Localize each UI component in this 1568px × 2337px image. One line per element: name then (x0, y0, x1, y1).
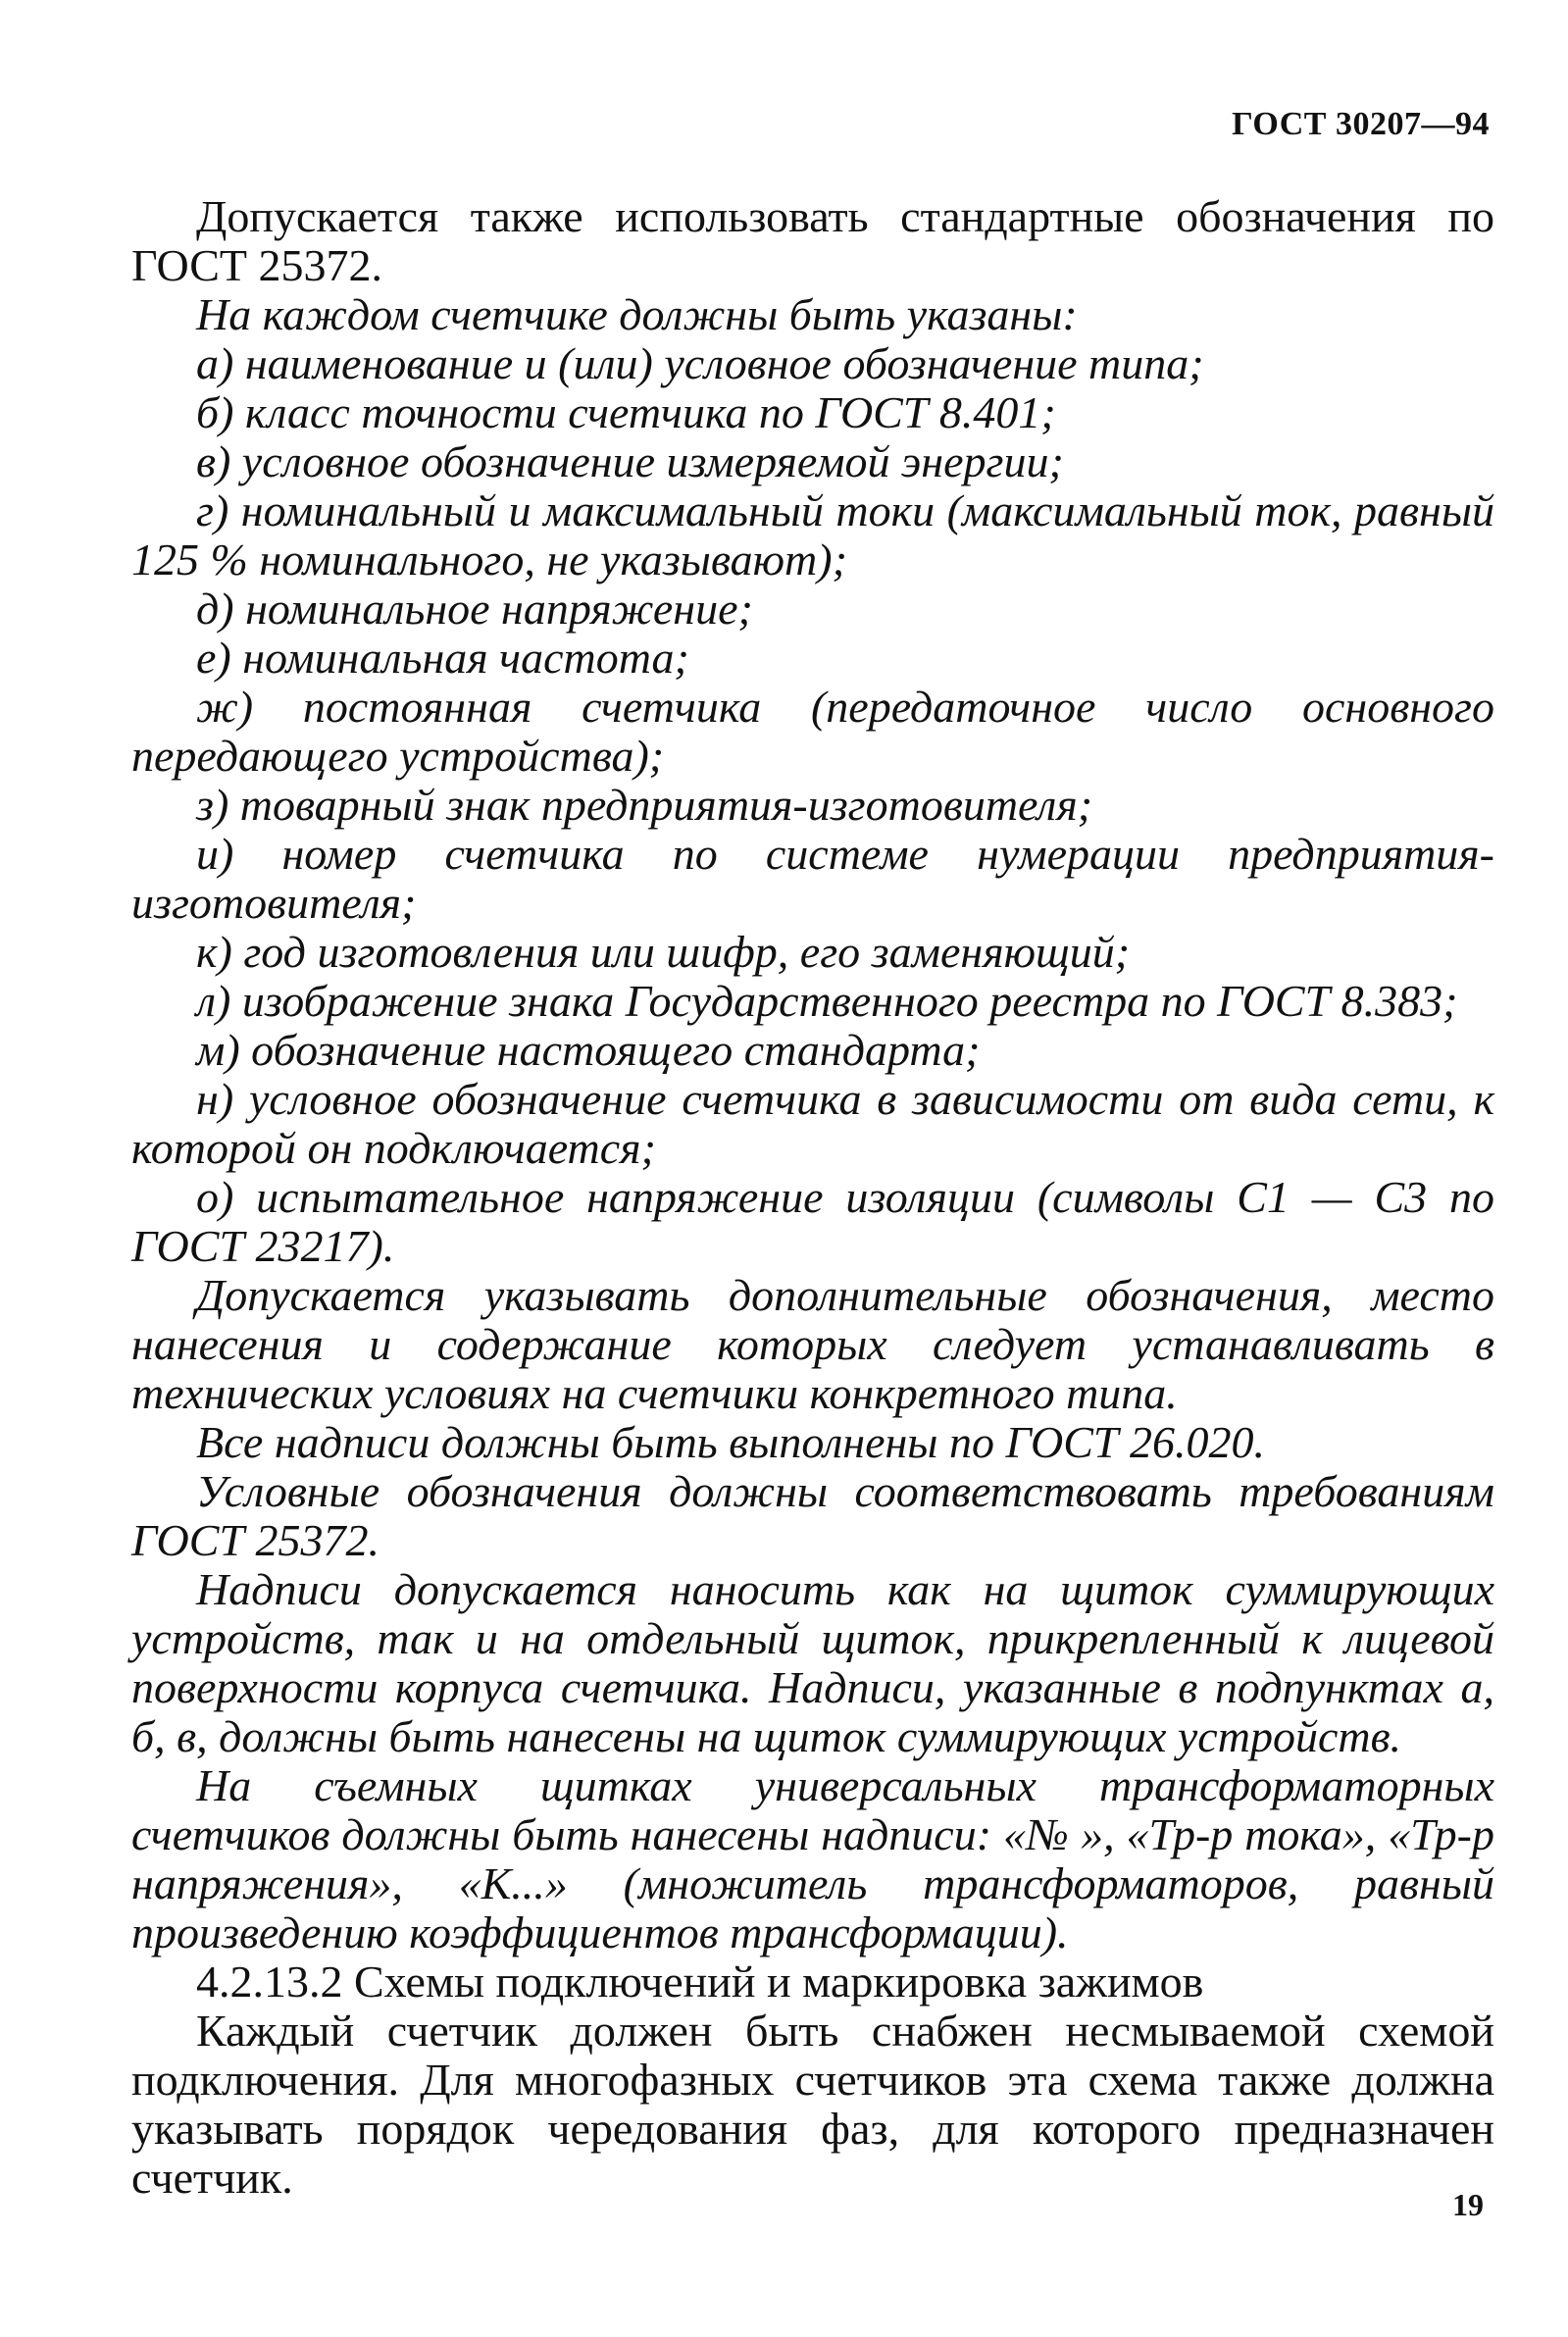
paragraph-connection-diagram: Каждый счетчик должен быть снабжен несмываемой схемой подключения. Для многофазных счетчиков эта схема также должна указывать порядок чередования фаз, для которого предназначен счетчик. (131, 2006, 1494, 2203)
list-item-z: з) товарный знак предприятия-изготовителя; (196, 780, 1093, 830)
list-item-n: н) условное обозначение счетчика в зависимости от вида сети, к которой он подключается; (131, 1074, 1494, 1173)
list-item-v: в) условное обозначение измеряемой энергии; (196, 436, 1064, 486)
paragraph-conventional-designations: Условные обозначения должны соответствовать требованиям ГОСТ 25372. (131, 1466, 1494, 1565)
document-code-header: ГОСТ 30207—94 (1232, 106, 1490, 142)
page-body (131, 192, 1494, 2203)
paragraph-additional-designations: Допускается указывать дополнительные обозначения, место нанесения и содержание которых следует устанавливать в технических условиях на счетчики конкретного типа. (131, 1270, 1494, 1418)
list-item-d: д) номинальное напряжение; (196, 584, 753, 634)
list-item-o: о) испытательное напряжение изоляции (символы С1 — С3 по ГОСТ 23217). (131, 1172, 1494, 1271)
list-item-a: а) наименование и (или) условное обозначение типа; (196, 338, 1204, 388)
list-item-i: и) номер счетчика по системе нумерации предприятия-изготовителя; (131, 829, 1494, 928)
list-item-l: л) изображение знака Государственного реестра по ГОСТ 8.383; (196, 976, 1458, 1026)
list-item-b: б) класс точности счетчика по ГОСТ 8.401; (196, 387, 1056, 437)
paragraph-marking-heading: На каждом счетчике должны быть указаны: (196, 289, 1078, 339)
paragraph-allowed-designations: Допускается также использовать стандартные обозначения по ГОСТ 25372. (131, 191, 1494, 290)
list-item-k: к) год изготовления или шифр, его заменяющий; (196, 927, 1131, 977)
list-item-g: г) номинальный и максимальный токи (максимальный ток, равный 125 % номинального, не указывают); (131, 485, 1494, 584)
paragraph-inscriptions-placement: Надписи допускается наносить как на щиток суммирующих устройств, так и на отдельный щиток, прикрепленный к лицевой поверхности корпуса счетчика. Надписи, указанные в подпунктах а, б, в, должны быть нанесены на щиток суммирующих устройств. (131, 1564, 1494, 1761)
paragraph-inscriptions-gost: Все надписи должны быть выполнены по ГОСТ 26.020. (196, 1417, 1266, 1467)
paragraph-removable-panels: На съемных щитках универсальных трансформаторных счетчиков должны быть нанесены надписи: «№ », «Тр-р тока», «Тр-р напряжения», «К...» (множитель трансформаторов, равный произведению коэффициентов трансформации). (131, 1760, 1494, 1957)
section-heading-4-2-13-2: 4.2.13.2 Схемы подключений и маркировка зажимов (196, 1956, 1204, 2007)
page-number: 19 (1452, 2187, 1484, 2222)
list-item-m: м) обозначение настоящего стандарта; (196, 1025, 981, 1075)
list-item-e: е) номинальная частота; (196, 633, 689, 683)
list-item-zh: ж) постоянная счетчика (передаточное число основного передающего устройства); (131, 682, 1494, 781)
